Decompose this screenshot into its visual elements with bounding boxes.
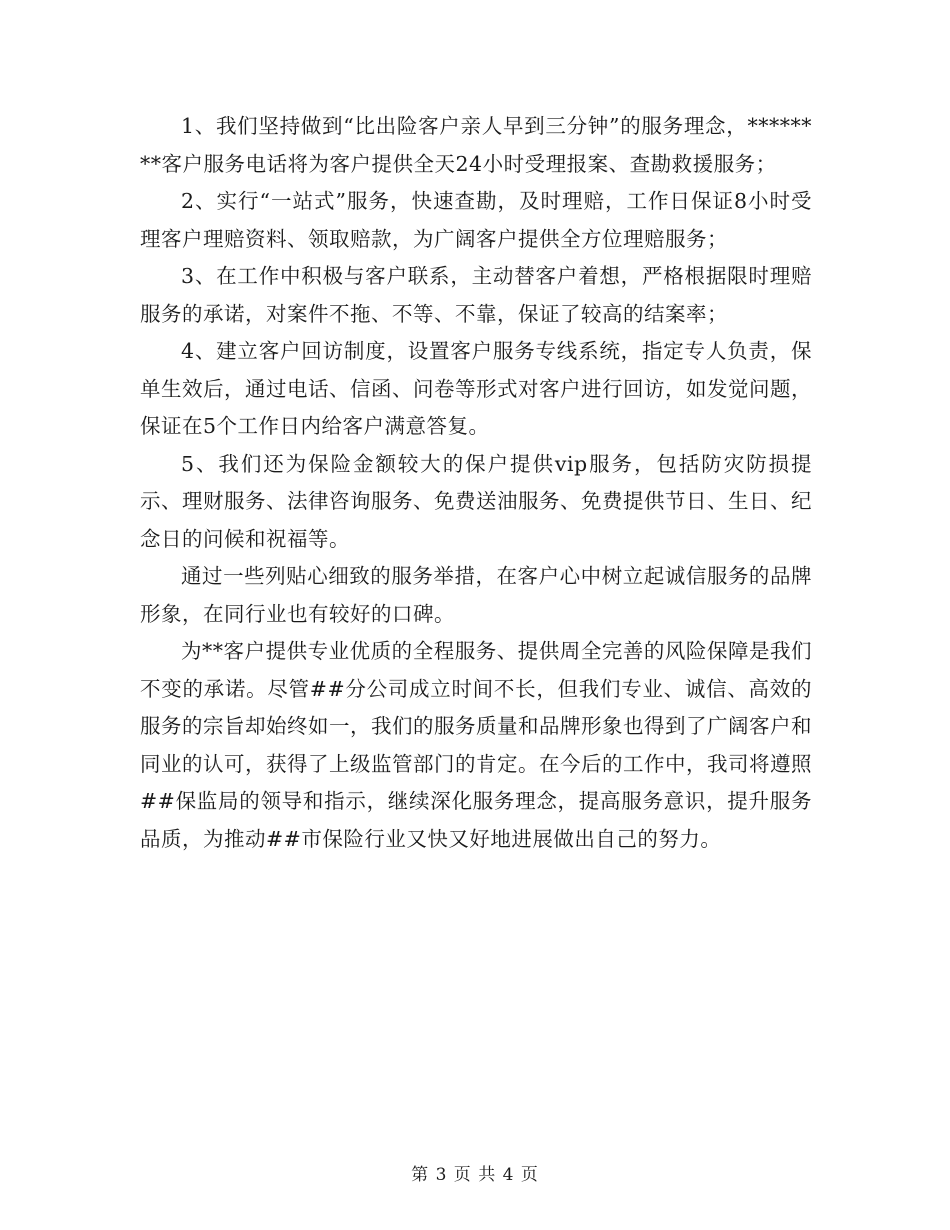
paragraph-4: 4、建立客户回访制度，设置客户服务专线系统，指定专人负责，保单生效后，通过电话、信函、问卷等形式对客户进行回访，如发觉问题，保证在5个工作日内给客户满意答复。	[140, 339, 812, 438]
page-footer	[0, 1160, 950, 1185]
paragraph-2: 2、实行“一站式”服务，快速查勘，及时理赔，工作日保证8小时受理客户理赔资料、领取赔款，为广阔客户提供全方位理赔服务；	[140, 189, 812, 251]
document-body	[140, 108, 812, 858]
paragraph-3: 3、在工作中积极与客户联系，主动替客户着想，严格根据限时理赔服务的承诺，对案件不拖、不等、不靠，保证了较高的结案率；	[140, 264, 812, 326]
paragraph-5: 5、我们还为保险金额较大的保户提供vip服务，包括防灾防损提示、理财服务、法律咨询服务、免费送油服务、免费提供节日、生日、纪念日的问候和祝福等。	[140, 451, 812, 551]
paragraph-1: 1、我们坚持做到“比出险客户亲人早到三分钟”的服务理念，********客户服务电话将为客户提供全天24小时受理报案、查勘救援服务；	[140, 114, 812, 176]
paragraph-6: 通过一些列贴心细致的服务举措，在客户心中树立起诚信服务的品牌形象，在同行业也有较好的口碑。	[140, 564, 812, 626]
paragraph-7: 为**客户提供专业优质的全程服务、提供周全完善的风险保障是我们不变的承诺。尽管##分公司成立时间不长，但我们专业、诚信、高效的服务的宗旨却始终如一，我们的服务质量和品牌形象也得到了广阔客户和同业的认可，获得了上级监管部门的肯定。在今后的工作中，我司将遵照##保监局的领导和指示，继续深化服务理念，提高服务意识，提升服务品质，为推动##市保险行业又快又好地进展做出自己的努力。	[140, 639, 812, 851]
page-number: 第 3 页 共 4 页	[411, 1165, 539, 1185]
